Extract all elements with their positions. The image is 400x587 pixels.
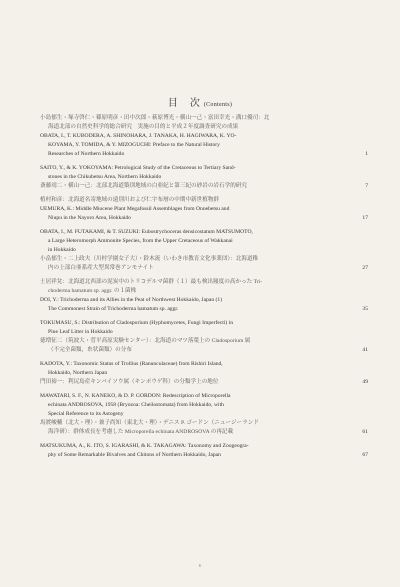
toc-entry-line: The Commonest Strain of Trichoderma hamatum sp. aggr. <box>48 306 179 312</box>
toc-entry-line: 内の上部白亜系産大型異常巻アンモナイト <box>48 265 154 271</box>
toc-entry <box>40 442 368 460</box>
toc-entry-line: MAWATARI, S. F., N. KANEKO, & D. P. GORDON: Redescription of Microporella <box>40 393 231 399</box>
contents-title: 目 次 <box>167 98 201 109</box>
toc-entry-line: 海洋研）：群体成長を考慮した Microporella echinata ANDROSOVA の再記載 <box>48 429 234 435</box>
toc-entry-line: DOI, Y.: Trichoderma and its Allies in the Peat of Northwest Hokkaido, Japan (1) <box>40 297 223 303</box>
toc-entry <box>40 228 368 273</box>
toc-entry-line: UEMURA, K.: Middle Miocene Plant Megafossil Assemblages from Onnebetsu and <box>40 206 230 212</box>
toc-entry <box>40 360 368 387</box>
toc-entry-line: Hokkaido, Northern Japan <box>48 370 108 376</box>
toc-entry-line: echinata ANDROSOVA, 1958 (Bryozoa: Cheilostomata) from Hokkaido, with <box>48 402 224 408</box>
toc-entry-line: OBATA, I., T. KUBODERA, A. SHINOHARA, J. TANAKA, H. HAGIWARA, K. YO- <box>40 133 237 139</box>
table-of-contents <box>40 114 368 465</box>
toc-entry-line: Researches of Northern Hokkaido <box>48 151 125 157</box>
toc-entry-page: 1 <box>365 151 368 157</box>
toc-entry-page: 27 <box>362 265 368 271</box>
toc-entry-line: 植村和彦：北海道名寄地域の遠別川および仁宇布層の中期中新世植物群 <box>40 197 220 203</box>
toc-entry-line: SAITO, Y., & K. YOKOYAMA: Petrological Study of the Cretaceous to Tertiary Sand- <box>40 165 236 171</box>
toc-entry-page: 49 <box>362 379 368 385</box>
toc-entry-line: KADOTA, Y.: Taxonomic Status of Trollius (Ranunculaceae) from Rishiri Island, <box>40 361 223 367</box>
toc-entry <box>40 164 368 191</box>
toc-entry <box>40 278 368 314</box>
toc-entry-page: 7 <box>365 183 368 189</box>
toc-entry-page: 41 <box>362 347 368 353</box>
toc-entry-line: phy of Some Remarkable Bivalves and Chitons of Northern Hokkaido, Japan <box>48 452 221 458</box>
toc-entry-line: stones in the Chikubetsu Area, Northern Hokkaido <box>48 174 162 180</box>
toc-entry-page: 61 <box>362 429 368 435</box>
toc-entry-line: Special Reference to its Astogeny <box>48 411 124 417</box>
toc-entry-line: choderma hamatum sp. aggr. の１菌株 <box>48 288 137 294</box>
toc-entry-line: KOYAMA, Y. TOMIDA, & Y. MIZOGUCHI: Preface to the Natural History <box>48 142 220 148</box>
toc-entry-line: 斎藤靖二・横山一己：北部北海道築別地域の白亜紀と第三紀の砂岩の岩石学的研究 <box>40 183 247 189</box>
toc-entry-line: MATSUKUMA, A., K. ITO, S. IGARASHI, & K. TAKAGAWA: Taxonomy and Zoogeogra- <box>40 443 249 449</box>
toc-entry-line: TOKUMASU, S.: Distribution of Cladosporium (Hyphomycetes, Fungi Imperfecti) in <box>40 320 234 326</box>
toc-entry-line: 海道北部の自然史科学的総合研究 実施の目的と平成２年度調査研究の成果 <box>48 124 239 130</box>
toc-entry <box>40 392 368 437</box>
toc-entry-line: in Hokkaido <box>48 247 76 253</box>
toc-entry-line: 小畠郁生・二上政夫（川村学園女子大）・鈴木流（いわき市教育文化事業団）：北海道稚 <box>40 256 259 262</box>
toc-entry-line: Pine Leaf Litter in Hokkaido <box>48 329 113 335</box>
toc-entry-line: 小島郁生・塚寺啓仁・篠原明彦・田中次郎・萩原博光・横山一己・富田幸光・溝口優司：北 <box>40 115 270 121</box>
toc-entry <box>40 319 368 355</box>
toc-entry-page: 67 <box>362 452 368 458</box>
toc-entry-line: 土居祥兌：北海道北西部の泥炭中のトリコデルマ菌群（１）最も検出頻度の高かった Tri- <box>40 279 263 285</box>
toc-entry-line: Niupu in the Nayoro Area, Hokkaido <box>48 215 131 221</box>
toc-entry <box>40 196 368 223</box>
toc-entry <box>40 114 368 159</box>
page-number: v <box>198 564 202 569</box>
toc-entry-line: OBATA, I., M. FUTAKAMI, & T. SUZUKI: Eubostrychoceras densicostatum MATSUMOTO, <box>40 229 253 235</box>
toc-entry-line: a Large Heteromorph Ammonite Species, from the Upper Cretaceous of Wakkanai <box>48 238 233 244</box>
toc-entry-line: 徳増征二（筑波大・菅平高原実験センター）：北海道のマツ落葉上の Cladosporium 属 <box>40 338 251 344</box>
toc-entry-line: 門田裕一：利尻島産キンバイソウ属（キンポウゲ科）の分類学上の地位 <box>40 379 219 385</box>
contents-subtitle: (Contents) <box>203 102 233 108</box>
contents-heading <box>0 94 400 109</box>
toc-entry-page: 17 <box>362 215 368 221</box>
toc-entry-page: 35 <box>362 306 368 312</box>
toc-entry-line: 馬渡峻輔（北大・理）・兼子尚知（東北大・理）・デニス P. ゴードン（ニュージーランド <box>40 420 259 426</box>
toc-entry-line: （不完全菌類，糸状菌類）の分布 <box>48 347 132 353</box>
